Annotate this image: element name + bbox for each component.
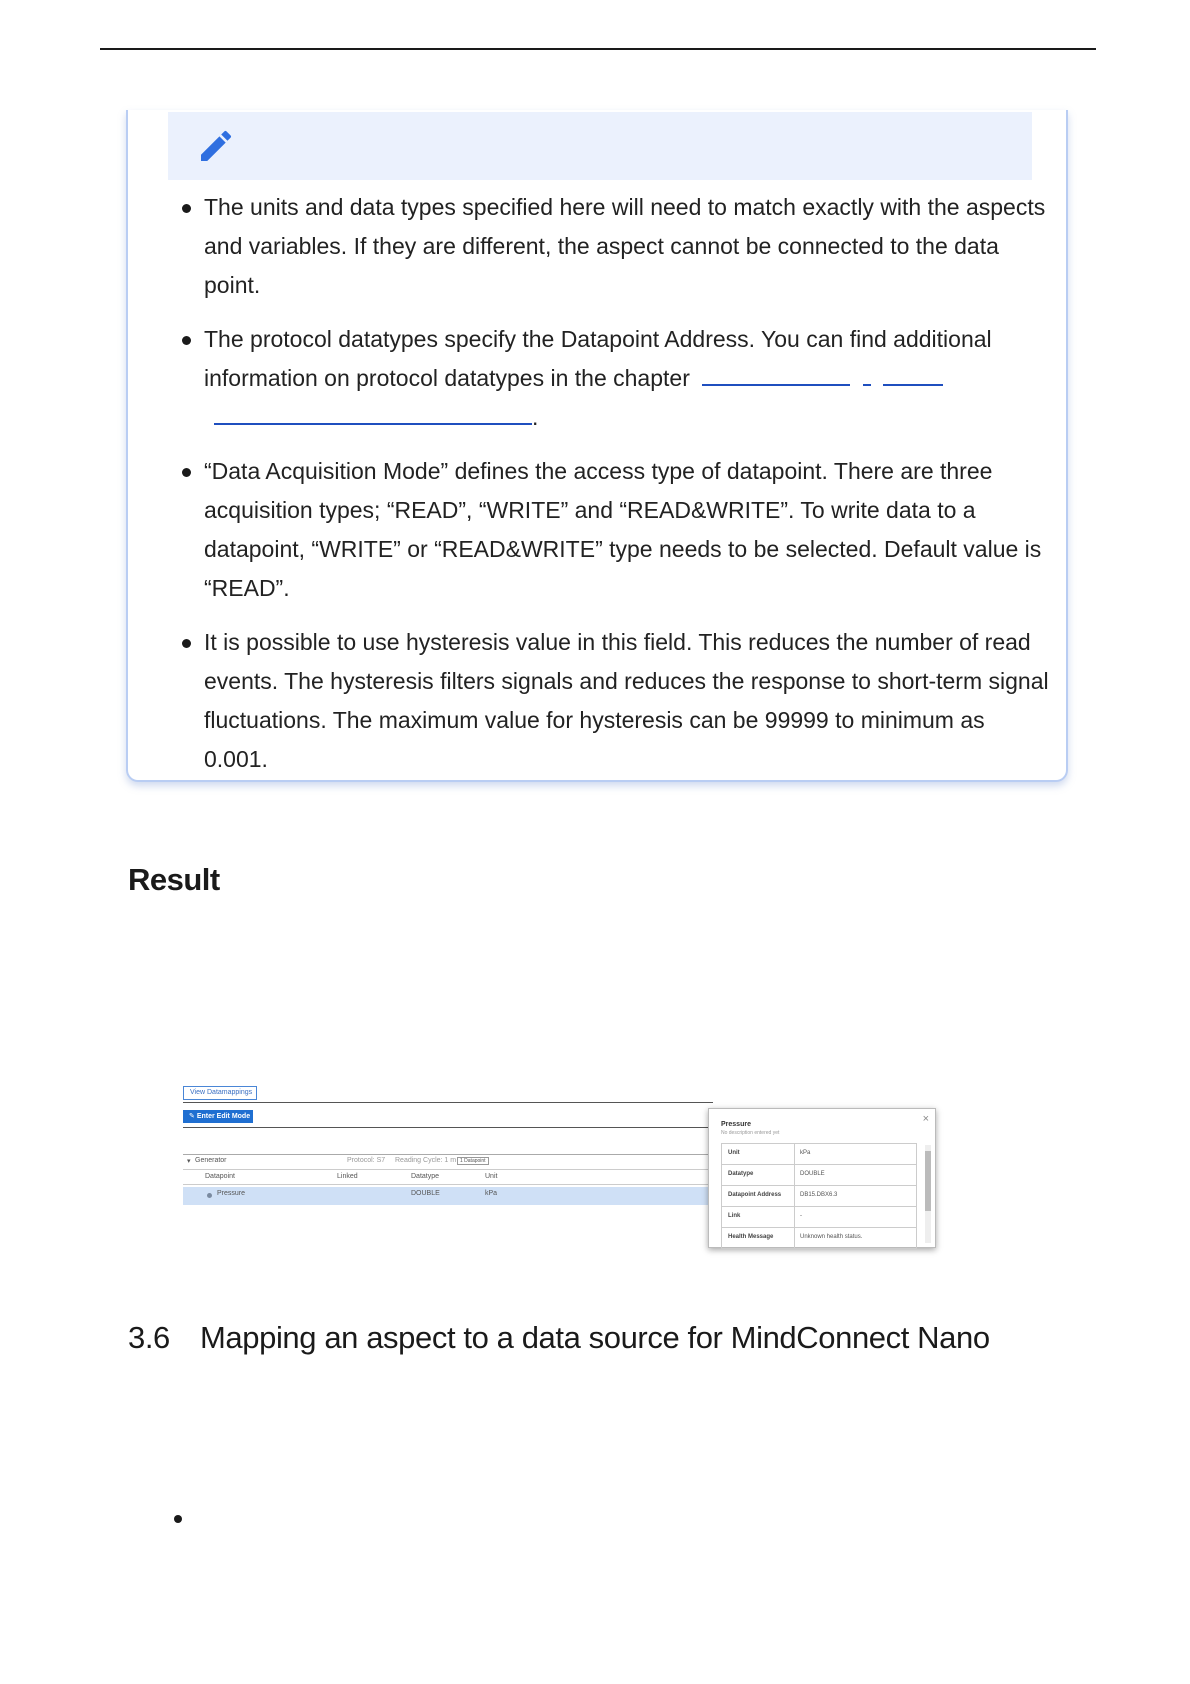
result-heading: Result — [128, 862, 220, 897]
list-item: The protocol datatypes specify the Datapoint Address. You can find additional information on protocol datatypes in the chapter . — [182, 320, 1052, 437]
empty-list — [160, 1508, 180, 1528]
list-item: “Data Acquisition Mode” defines the access type of datapoint. There are three acquisition types; “READ”, “WRITE” and “READ&WRITE”. To write data to a datapoint, “WRITE” or “READ&WRITE” type needs to be selected. Default value is “READ”. — [182, 452, 1052, 608]
table-header: Datapoint Linked Datatype Unit — [183, 1170, 713, 1185]
table-row[interactable]: Pressure DOUBLE kPa — [183, 1187, 713, 1205]
table-row: Datapoint Address DB15.DBX6.3 — [721, 1186, 917, 1207]
properties-table — [721, 1143, 917, 1249]
note-list — [182, 188, 1052, 794]
list-item: The units and data types specified here will need to match exactly with the aspects and variables. If they are different, the aspect cannot be connected to the data point. — [182, 188, 1052, 305]
table-row: Unit kPa — [721, 1144, 917, 1165]
list-item: It is possible to use hysteresis value in this field. This reduces the number of read events. The hysteresis filters signals and reduces the response to short-term signal fluctuations. The maximum value for hysteresis can be 99999 to minimum as 0.001. — [182, 623, 1052, 779]
datapoint-count-badge: 1 Datapoint — [457, 1157, 489, 1165]
divider — [183, 1127, 713, 1128]
chevron-down-icon: ▾ — [187, 1158, 191, 1165]
datapoint-details-panel: Pressure No description entered yet × Unit kPa Datatype DOUBLE Datapoint Address DB15.DBX6.3 Link - Health Message Unknown health status. — [708, 1108, 936, 1248]
top-rule — [100, 48, 1096, 50]
scrollbar-thumb[interactable] — [925, 1151, 931, 1211]
pencil-icon — [196, 126, 236, 166]
enter-edit-mode-button[interactable]: ✎ Enter Edit Mode — [183, 1110, 253, 1123]
view-datamappings-button[interactable]: View Datamappings — [183, 1086, 257, 1100]
list-item — [160, 1508, 180, 1528]
chapter-link[interactable] — [702, 362, 850, 386]
note-box — [126, 110, 1068, 782]
note-header — [168, 112, 1032, 180]
section-heading: 3.6 Mapping an aspect to a data source for MindConnect Nano — [128, 1320, 990, 1355]
generator-row[interactable]: ▾ Generator Protocol: S7 Reading Cycle: 1 m 1 Datapoint — [183, 1154, 713, 1170]
scrollbar[interactable] — [925, 1145, 931, 1243]
table-row: Datatype DOUBLE — [721, 1165, 917, 1186]
close-icon[interactable]: × — [922, 1113, 929, 1125]
chapter-link-part[interactable] — [863, 362, 871, 386]
table-row: Health Message Unknown health status. — [721, 1228, 917, 1249]
table-row: Link - — [721, 1207, 917, 1228]
chapter-link-part[interactable] — [883, 362, 943, 386]
datamapping-screenshot — [178, 1070, 940, 1250]
chapter-link-part[interactable] — [214, 401, 532, 425]
divider — [183, 1102, 713, 1103]
status-dot-icon — [207, 1193, 212, 1198]
